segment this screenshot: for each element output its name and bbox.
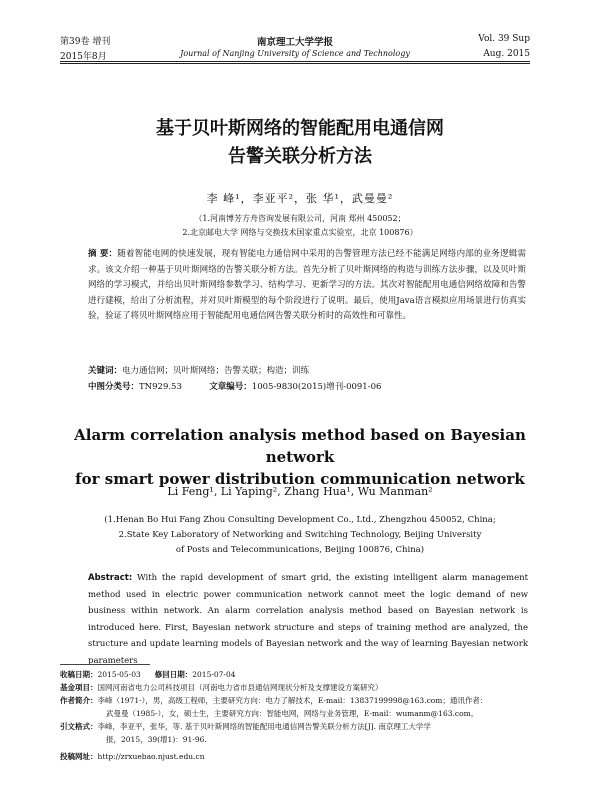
doc-number-label: 文章编号： [209,382,252,392]
bio-value-1: 李峰（1971-），男，高级工程师，主要研究方向：电力了解技术，E-mail：13837199998@163.com；通讯作者： [97,696,488,705]
clc-value: TN929.53 [139,382,182,392]
header-rule [60,61,530,62]
abstract-cn [88,247,526,325]
classification-line [88,380,528,392]
issue-date-en: Aug. 2015 [483,49,530,59]
revised-label: 修回日期： [154,670,193,679]
title-cn [60,115,540,171]
abstract-en [88,570,528,669]
abstract-en-text: With the rapid development of smart grid, the existing intelligent alarm management method used in electric power communication network cannot meet the logic demand of new business within network. An alarm correlation analysis method based on Bayesian network is introduced here. First, Bayesian network structure and steps of training method are analyzed, the structure and update learning models of Bayesian network and the way of learning Bayesian network parameters [88,573,529,666]
keywords-cn [88,364,528,376]
cite-label: 引文格式： [60,722,98,731]
revised-value: 2015-07-04 [192,670,236,679]
authors-cn: 李 峰¹，李亚平²，张 华¹，武曼曼² [206,192,394,205]
doc-number-value: 1005-9830(2015)增刊-0091-06 [251,382,382,392]
fund-value: 国网河南省电力公司科技项目（河南电力省市县通信网现状分析及支撑建设方案研究） [97,683,383,692]
abstract-en-label: Abstract: [88,573,133,583]
title-en [60,424,540,490]
authors-en: Li Feng¹, Li Yaping², Zhang Hua¹, Wu Manman² [167,485,433,498]
cite-value-1: 李峰，李亚平，张华，等. 基于贝叶斯网络的智能配用电通信网告警关联分析方法[J]. 南京理工大学学 [97,722,431,731]
affiliations-en [60,513,540,558]
bio-line [60,694,535,707]
affiliation-en-2: 2.State Key Laboratory of Networking and Switching Technology, Beijing University [118,530,482,540]
footnote-rule [60,664,150,665]
submission-url[interactable]: http://zrxuebao.njust.edu.cn [97,752,205,761]
bio-value-2: 武曼曼（1985-），女，硕士生，主要研究方向：智能电网，网络与业务管理，E-mail：wumanm@163.com。 [106,709,479,718]
cite-value-2: 报，2015，39(增1)：91-96. [106,735,207,744]
bio-label: 作者简介： [60,696,98,705]
affiliation-cn-1: （1.河南博芳方舟咨询发展有限公司，河南 郑州 450052； [194,214,406,223]
abstract-cn-text: 随着智能电网的快速发展，现有智能电力通信网中采用的告警管理方法已经不能满足网络内部的业务逻辑需求。该文介绍一种基于贝叶斯网络的告警关联分析方法。首先分析了贝叶斯网络的构造与训练方法步骤，以及贝叶斯网络的学习模式，并给出贝叶斯网络参数学习、结构学习、更新学习的方法。其次对智能配用电通信网络故障和告警进行建模，给出了分析流程，并对贝叶斯模型的每个阶段进行了说明。最后，使用Java语言模拟应用场景进行仿真实验，验证了将贝叶斯网络应用于智能配用电通信网告警关联分析时的高效性和可靠性。 [88,249,526,321]
received-value: 2015-05-03 [97,670,141,679]
received-label: 收稿日期： [60,670,98,679]
title-en-line2: for smart power distribution communication network [75,470,525,488]
issue-date: 2015年8月 [60,52,107,62]
affiliations-cn [60,212,540,240]
cite-line [60,720,535,733]
url-label: 投稿网址： [60,752,98,761]
abstract-cn-label: 摘 要： [88,249,118,259]
journal-name-cn: 南京理工大学学报 [256,37,333,48]
journal-name-en: Journal of Nanjing University of Science and Technology [180,49,410,58]
received-line [60,668,535,681]
fund-line [60,681,535,694]
footnotes [60,668,535,763]
keywords-cn-text: 电力通信网；贝叶斯网络；告警关联；构造；训练 [122,366,310,376]
url-line [60,750,535,763]
affiliation-cn-2: 2.北京邮电大学 网络与交换技术国家重点实验室，北京 100876） [182,228,418,237]
title-en-line1: Alarm correlation analysis method based on Bayesian network [74,426,526,466]
fund-label: 基金项目： [60,683,98,692]
title-cn-line1: 基于贝叶斯网络的智能配用电通信网 [156,118,444,139]
keywords-cn-label: 关键词： [88,366,123,376]
title-cn-line2: 告警关联分析方法 [228,146,372,167]
affiliation-en-1: (1.Henan Bo Hui Fang Zhou Consulting Development Co., Ltd., Zhengzhou 450052, China; [104,515,496,525]
volume-label-en: Vol. 39 Sup [478,34,530,44]
header-rule-2 [60,63,530,64]
volume-label: 第39卷 增刊 [60,37,111,47]
clc-label: 中图分类号： [88,382,140,392]
affiliation-en-3: of Posts and Telecommunications, Beijing 100876, China) [175,545,425,555]
